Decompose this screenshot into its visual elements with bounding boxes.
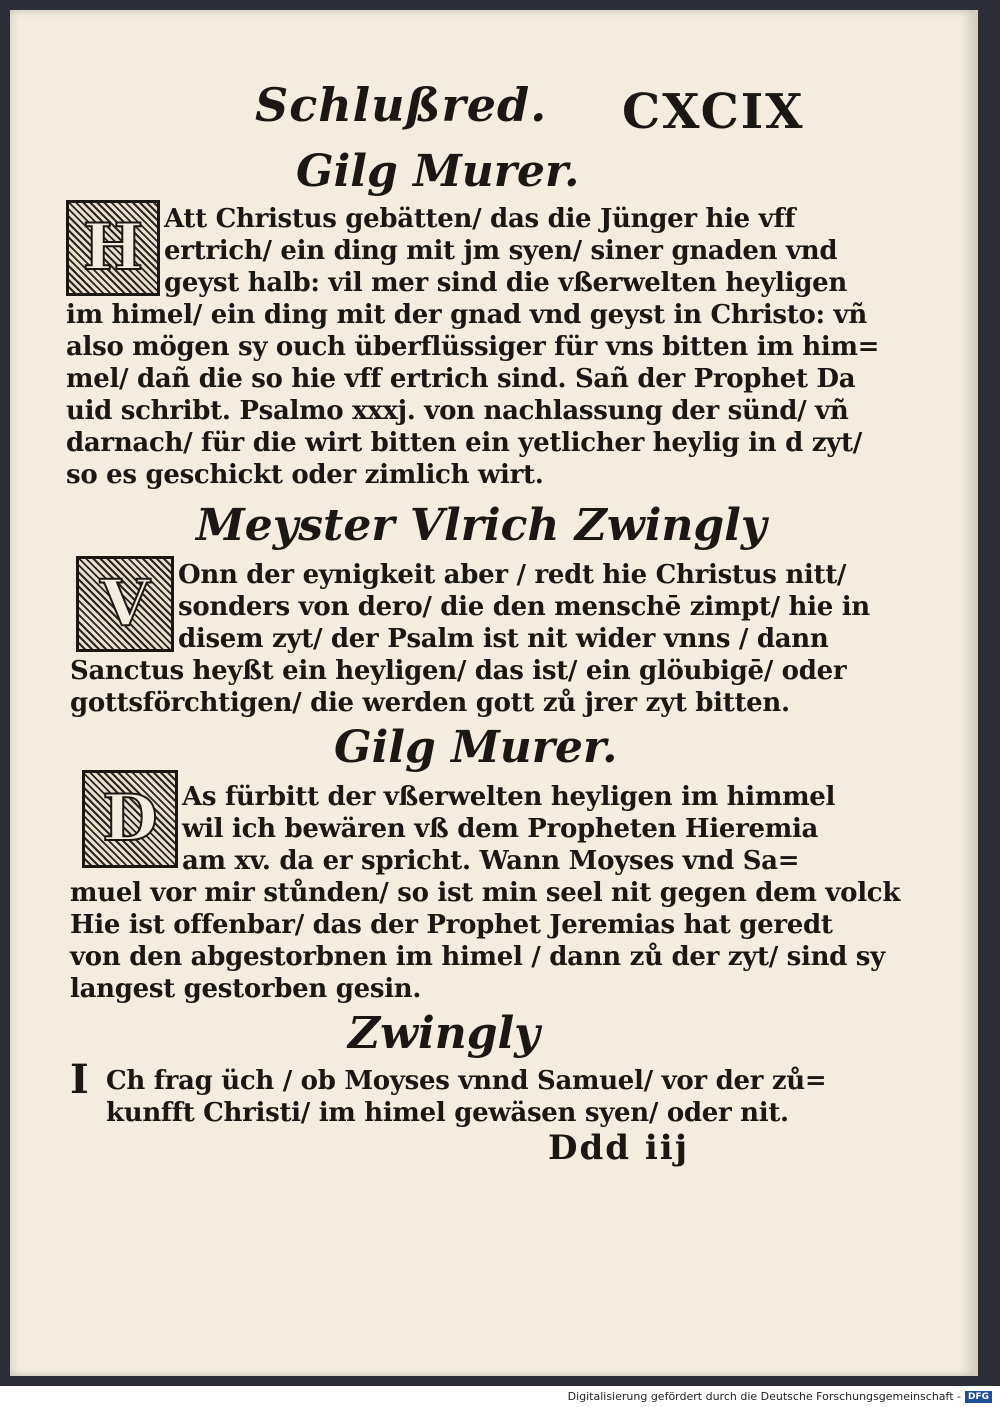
text-line: also mögen sy ouch überflüssiger für vns bitten im him= — [66, 332, 880, 362]
page-edge — [974, 10, 978, 1376]
text-line: geyst halb: vil mer sind die vßerwelten heyligen — [164, 268, 847, 298]
speaker-heading-4: Zwingly — [348, 1008, 540, 1059]
text-line: am xv. da er spricht. Wann Moyses vnd Sa= — [182, 846, 800, 876]
initial-letter-4: I — [70, 1056, 89, 1103]
text-line: Att Christus gebätten/ das die Jünger hie vff — [164, 204, 796, 234]
initial-letter-3: D — [102, 781, 158, 856]
signature-mark: Ddd iij — [548, 1128, 690, 1168]
initial-letter-1: H — [82, 210, 144, 285]
speaker-heading-1: Gilg Murer. — [296, 146, 580, 197]
text-line: muel vor mir stůnden/ so ist min seel nit gegen dem volck — [70, 878, 901, 908]
dfg-logo: DFG — [965, 1391, 992, 1403]
text-line: disem zyt/ der Psalm ist nit wider vnns / dann — [178, 624, 829, 654]
speaker-heading-2: Meyster Vlrich Zwingly — [196, 500, 767, 551]
text-line: darnach/ für die wirt bitten ein yetlicher heylig in d zyt/ — [66, 428, 862, 458]
decorated-initial-3 — [82, 770, 178, 868]
decorated-initial-2 — [76, 556, 174, 652]
text-line: sonders von dero/ die den menschē zimpt/ hie in — [178, 592, 870, 622]
text-line: von den abgestorbnen im himel / dann zů der zyt/ sind sy — [70, 942, 885, 972]
text-line: ertrich/ ein ding mit jm syen/ siner gnaden vnd — [164, 236, 838, 266]
text-line: mel/ dañ die so hie vff ertrich sind. Sañ der Prophet Da — [66, 364, 856, 394]
text-line: im himel/ ein ding mit der gnad vnd geyst in Christo: vñ — [66, 300, 867, 330]
footer-credit — [568, 1390, 992, 1403]
text-line: Sanctus heyßt ein heyligen/ das ist/ ein glöubigē/ oder — [70, 656, 847, 686]
text-line: langest gestorben gesin. — [70, 974, 422, 1004]
footer-text: Digitalisierung gefördert durch die Deutsche Forschungsgemeinschaft - — [567, 1390, 961, 1403]
text-line: kunfft Christi/ im himel gewäsen syen/ oder nit. — [106, 1098, 789, 1128]
text-line: gottsförchtigen/ die werden gott zů jrer zyt bitten. — [70, 688, 790, 718]
text-line: so es geschickt oder zimlich wirt. — [66, 460, 544, 490]
folio-number: CXCIX — [622, 84, 805, 140]
decorated-initial-1 — [66, 200, 160, 296]
text-line: uid schribt. Psalmo xxxj. von nachlassung der sünd/ vñ — [66, 396, 849, 426]
text-line: Hie ist offenbar/ das der Prophet Jeremias hat geredt — [70, 910, 833, 940]
initial-letter-2: V — [100, 566, 150, 641]
speaker-heading-3: Gilg Murer. — [334, 722, 618, 773]
running-head: Schlußred. — [255, 78, 548, 132]
text-line: Onn der eynigkeit aber / redt hie Christus nitt/ — [178, 560, 847, 590]
text-line: wil ich bewären vß dem Propheten Hieremia — [182, 814, 819, 844]
text-line: Ch frag üch / ob Moyses vnnd Samuel/ vor der zů= — [106, 1066, 827, 1096]
text-line: As fürbitt der vßerwelten heyligen im himmel — [182, 782, 836, 812]
book-page — [10, 10, 974, 1376]
